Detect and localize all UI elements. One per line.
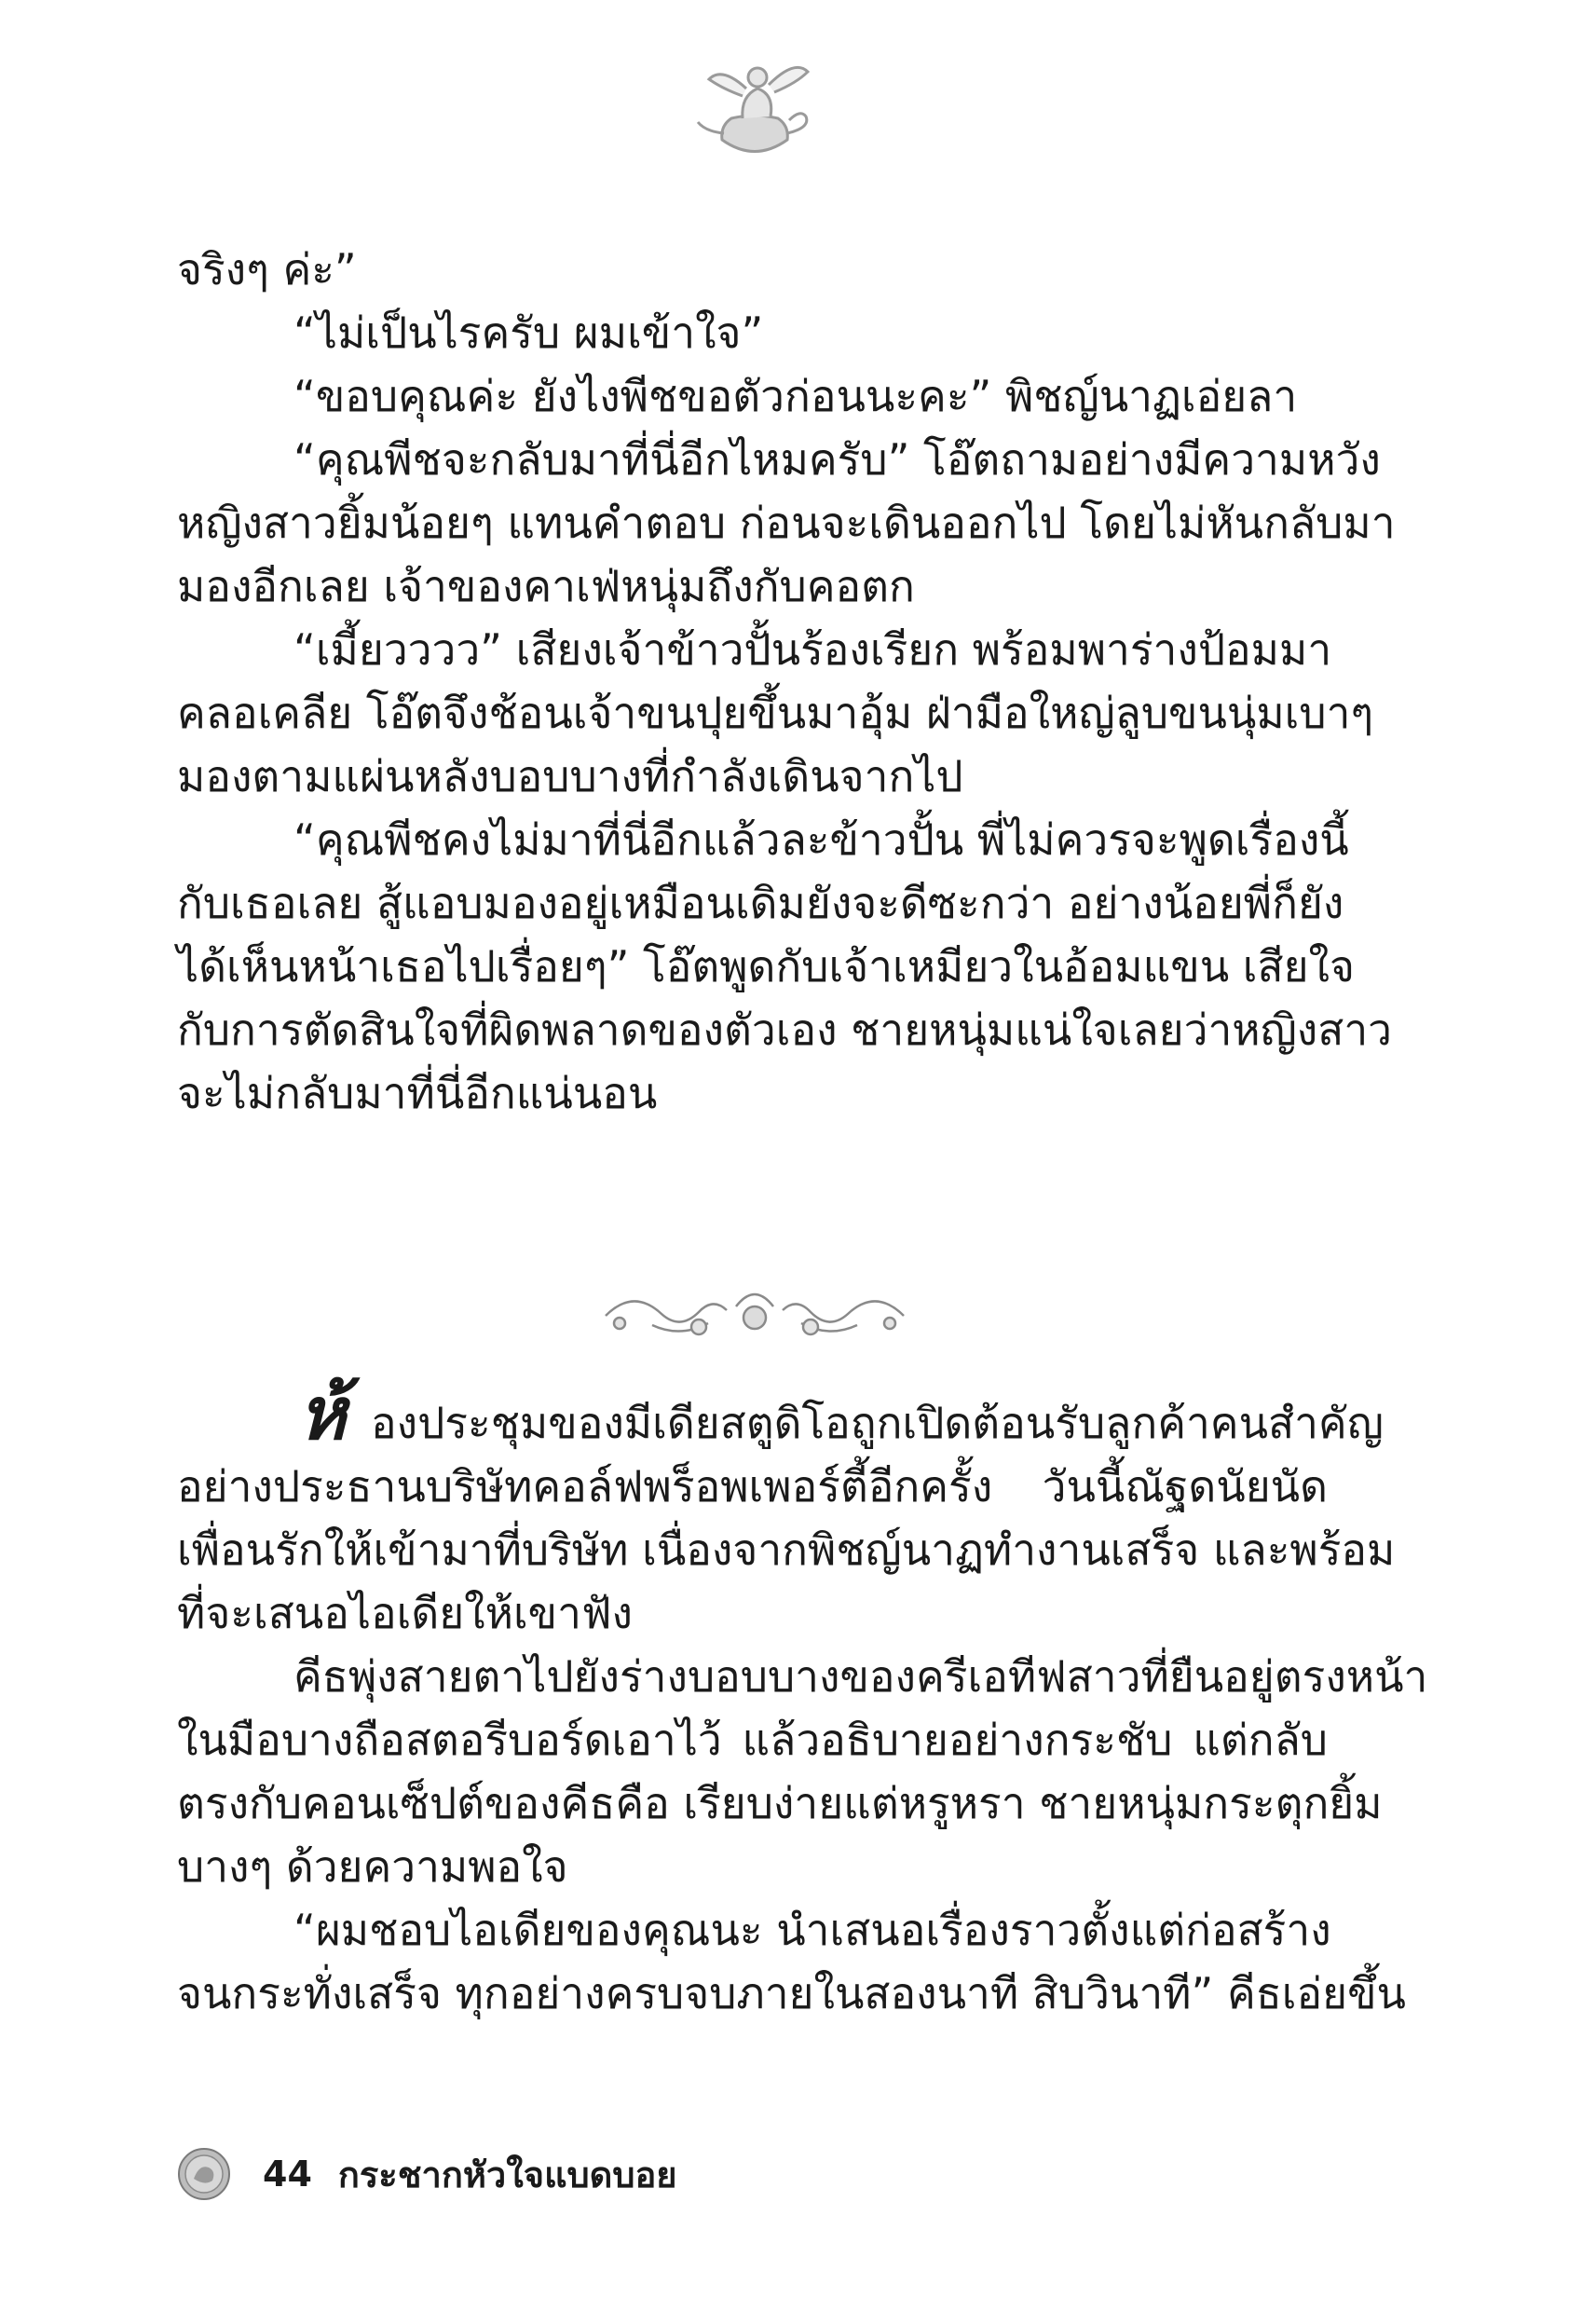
footer-medallion-icon [177, 2147, 231, 2201]
text-line: ตรงกับคอนเซ็ปต์ของคีธคือ เรียบง่ายแต่หรูหรา ชายหนุ่มกระตุกยิ้ม [177, 1778, 1383, 1828]
text-line: อย่างประธานบริษัทคอล์ฟพร็อพเพอร์ตี้อีกครั้ง วันนี้ณัฐดนัยนัด [177, 1461, 1328, 1511]
text-line: กับการตัดสินใจที่ผิดพลาดของตัวเอง ชายหนุ่มแน่ใจเลยว่าหญิงสาว [177, 1005, 1392, 1055]
text-line: “ผมชอบไอเดียของคุณนะ นำเสนอเรื่องราวตั้งแต่ก่อสร้าง [293, 1905, 1331, 1955]
text-line: จนกระทั่งเสร็จ ทุกอย่างครบจบภายในสองนาที สิบวินาที” คีธเอ่ยขึ้น [177, 1968, 1406, 2018]
text-line: “ไม่เป็นไรครับ ผมเข้าใจ” [293, 308, 764, 358]
page-number: 44 [263, 2154, 312, 2195]
text-line: จริงๆ ค่ะ” [177, 244, 357, 294]
text-line: กับเธอเลย สู้แอบมองอยู่เหมือนเดิมยังจะดีซะกว่า อย่างน้อยพี่ก็ยัง [177, 878, 1344, 928]
text-line: “เมี้ยวววว” เสียงเจ้าข้าวปั้นร้องเรียก พร้อมพาร่างป้อมมา [293, 624, 1332, 675]
text-line: ที่จะเสนอไอเดียให้เขาฟัง [177, 1588, 633, 1638]
text-line: “คุณพีชจะกลับมาที่นี่อีกไหมครับ” โอ๊ตถามอย่างมีความหวัง [293, 434, 1381, 485]
text-line: คีธพุ่งสายตาไปยังร่างบอบบางของครีเอทีฟสาวที่ยืนอยู่ตรงหน้า [293, 1651, 1428, 1702]
text-line: “คุณพีชคงไม่มาที่นี่อีกแล้วละข้าวปั้น พี่ไม่ควรจะพูดเรื่องนี้ [293, 814, 1349, 865]
page-footer [177, 2141, 677, 2207]
text-line: จะไม่กลับมาที่นี่อีกแน่นอน [177, 1068, 658, 1118]
text-line: เพื่อนรักให้เข้ามาที่บริษัท เนื่องจากพิชญ์นาฏทำงานเสร็จ และพร้อม [177, 1525, 1396, 1575]
text-line: ในมือบางถือสตอรีบอร์ดเอาไว้ แล้วอธิบายอย่างกระชับ แต่กลับ [177, 1715, 1328, 1765]
header-ornament-icon [685, 51, 825, 168]
text-line: บางๆ ด้วยความพอใจ [177, 1841, 568, 1892]
section-divider-ornament-icon [596, 1279, 913, 1344]
drop-cap: ห้ [298, 1372, 347, 1456]
book-title: กระชากหัวใจแบดบอย [337, 2154, 677, 2195]
text-line: คลอเคลีย โอ๊ตจึงช้อนเจ้าขนปุยขึ้นมาอุ้ม ฝ่ามือใหญ่ลูบขนนุ่มเบาๆ [177, 688, 1374, 738]
text-line [177, 1372, 1384, 1456]
text-line: หญิงสาวยิ้มน้อยๆ แทนคำตอบ ก่อนจะเดินออกไป โดยไม่หันกลับมา [177, 498, 1396, 548]
text-line: มองอีกเลย เจ้าของคาเฟ่หนุ่มถึงกับคอตก [177, 561, 915, 611]
text-line-content: องประชุมของมีเดียสตูดิโอถูกเปิดต้อนรับลูกค้าคนสำคัญ [371, 1398, 1384, 1448]
text-line: “ขอบคุณค่ะ ยังไงพีชขอตัวก่อนนะคะ” พิชญ์นาฏเอ่ยลา [293, 371, 1298, 421]
text-line: ได้เห็นหน้าเธอไปเรื่อยๆ” โอ๊ตพูดกับเจ้าเหมียวในอ้อมแขน เสียใจ [177, 941, 1355, 991]
text-line: มองตามแผ่นหลังบอบบางที่กำลังเดินจากไป [177, 751, 963, 801]
